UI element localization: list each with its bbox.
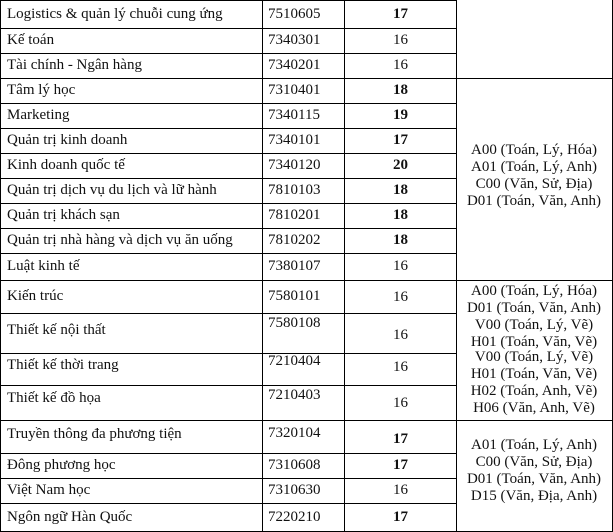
row-divider: [0, 313, 457, 314]
major-name: Quản trị dịch vụ du lịch và lữ hành: [7, 182, 217, 198]
major-code: 7310401: [268, 82, 321, 98]
major-code: 7210403: [268, 387, 321, 403]
major-code: 7340301: [268, 32, 321, 48]
row-divider: [0, 153, 457, 154]
major-code: 7220210: [268, 509, 321, 525]
row-divider: [0, 253, 457, 254]
major-code: 7310630: [268, 482, 321, 498]
major-code: 7380107: [268, 258, 321, 274]
admission-score: 17: [393, 509, 408, 525]
subject-combination: H06 (Văn, Anh, Vẽ): [473, 400, 595, 416]
major-name: Quản trị nhà hàng và dịch vụ ăn uống: [7, 232, 233, 248]
row-divider: [0, 280, 457, 281]
subject-combination: A01 (Toán, Lý, Anh): [470, 437, 597, 453]
row-divider: [0, 228, 457, 229]
subject-combination: D01 (Toán, Văn, Anh): [466, 471, 602, 487]
subject-combination: A00 (Toán, Lý, Hóa): [471, 283, 597, 299]
major-code: 7510605: [268, 6, 321, 22]
major-name: Quản trị khách sạn: [7, 207, 120, 223]
major-name: Quản trị kinh doanh: [7, 132, 128, 148]
row-divider: [0, 28, 457, 29]
major-code: 7810201: [268, 207, 321, 223]
row-divider: [0, 178, 457, 179]
combination-divider: [456, 280, 613, 281]
major-code: 7310608: [268, 457, 321, 473]
row-divider: [0, 420, 457, 421]
admission-score: 16: [393, 395, 408, 411]
admission-score: 16: [393, 359, 408, 375]
major-code: 7810202: [268, 232, 321, 248]
subject-combination-group: [456, 142, 612, 210]
major-name: Tâm lý học: [7, 82, 76, 98]
major-name: Thiết kế đồ họa: [7, 390, 101, 406]
subject-combination: D01 (Toán, Văn, Anh): [466, 193, 602, 209]
major-name: Kế toán: [7, 32, 55, 48]
row-divider: [0, 128, 457, 129]
major-name: Marketing: [7, 107, 70, 123]
subject-combination-group: [456, 437, 612, 505]
combination-divider: [456, 420, 613, 421]
admission-score: 16: [393, 289, 408, 305]
major-code: 7580108: [268, 315, 321, 331]
subject-combination: C00 (Văn, Sử, Địa): [475, 176, 593, 192]
admission-score: 18: [393, 207, 408, 223]
major-code: 7810103: [268, 182, 321, 198]
subject-combination: A00 (Toán, Lý, Hóa): [471, 142, 597, 158]
major-name: Ngôn ngữ Hàn Quốc: [7, 509, 133, 525]
subject-combination: A01 (Toán, Lý, Anh): [470, 159, 597, 175]
admission-score: 16: [393, 482, 408, 498]
admission-score: 20: [393, 157, 408, 173]
admission-score: 18: [393, 82, 408, 98]
row-divider: [0, 0, 457, 1]
admission-score: 18: [393, 232, 408, 248]
row-divider: [0, 385, 457, 386]
admission-score: 19: [393, 107, 408, 123]
admission-score: 17: [393, 431, 408, 447]
subject-combination: H02 (Toán, Anh, Vẽ): [470, 383, 598, 399]
major-name: Kiến trúc: [7, 288, 64, 304]
subject-combination-group: [456, 349, 612, 417]
row-divider: [0, 353, 457, 354]
major-name: Thiết kế thời trang: [7, 357, 119, 373]
row-divider: [0, 78, 457, 79]
major-name: Tài chính - Ngân hàng: [7, 57, 142, 73]
admission-score: 16: [393, 32, 408, 48]
subject-combination: H01 (Toán, Văn, Vẽ): [470, 334, 598, 350]
admission-score: 17: [393, 457, 408, 473]
admission-score: 16: [393, 258, 408, 274]
subject-combination: V00 (Toán, Lý, Vẽ): [474, 317, 594, 333]
subject-combination: H01 (Toán, Văn, Vẽ): [470, 366, 598, 382]
row-divider: [0, 53, 457, 54]
major-code: 7340201: [268, 57, 321, 73]
admission-score: 16: [393, 57, 408, 73]
major-name: Truyền thông đa phương tiện: [7, 426, 182, 442]
subject-combination: D01 (Toán, Văn, Anh): [466, 300, 602, 316]
row-divider: [0, 503, 457, 504]
admission-score: 16: [393, 327, 408, 343]
major-code: 7340101: [268, 132, 321, 148]
major-name: Logistics & quản lý chuỗi cung ứng: [7, 6, 223, 22]
combination-divider: [456, 78, 613, 79]
major-code: 7320104: [268, 425, 321, 441]
major-name: Luật kinh tế: [7, 258, 80, 274]
subject-combination-group: [456, 283, 612, 351]
admission-score: 18: [393, 182, 408, 198]
major-code: 7580101: [268, 288, 321, 304]
row-divider: [0, 203, 457, 204]
subject-combination: C00 (Văn, Sử, Địa): [475, 454, 593, 470]
row-divider: [0, 103, 457, 104]
major-code: 7210404: [268, 353, 321, 369]
row-divider: [0, 453, 457, 454]
admission-score: 17: [393, 6, 408, 22]
major-name: Việt Nam học: [7, 482, 91, 498]
major-name: Thiết kế nội thất: [7, 322, 106, 338]
major-code: 7340115: [268, 107, 320, 123]
major-name: Kinh doanh quốc tế: [7, 157, 125, 173]
admission-score: 17: [393, 132, 408, 148]
major-code: 7340120: [268, 157, 321, 173]
row-divider: [0, 478, 457, 479]
subject-combination: D15 (Văn, Địa, Anh): [470, 488, 598, 504]
major-name: Đông phương học: [7, 457, 116, 473]
subject-combination: V00 (Toán, Lý, Vẽ): [474, 349, 594, 365]
